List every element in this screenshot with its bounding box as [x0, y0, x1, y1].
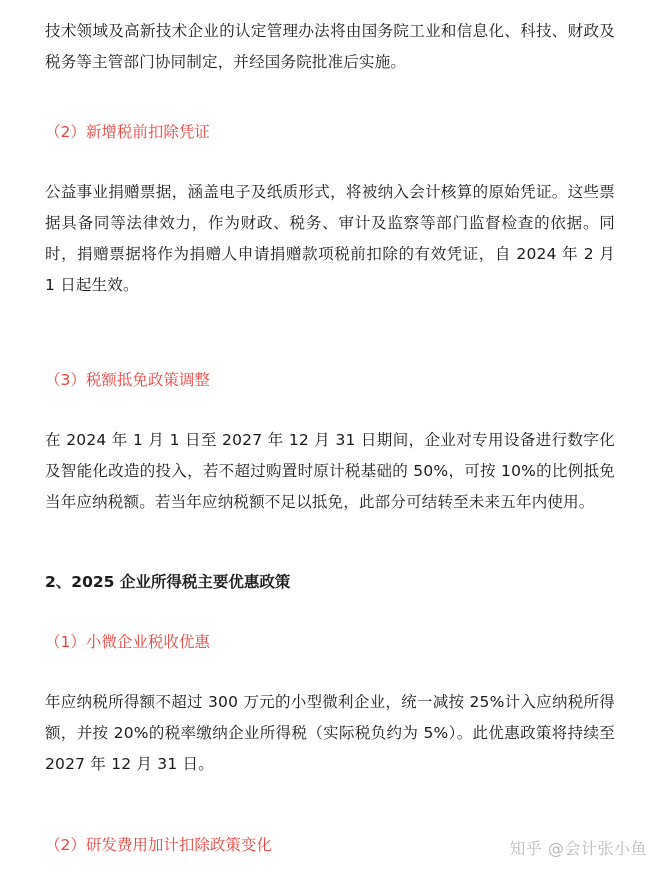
section-heading-2025-preferential-policies: 2、2025 企业所得税主要优惠政策 [45, 573, 291, 591]
subheading-tax-credit-adjustment: （3）税额抵免政策调整 [45, 371, 210, 389]
subheading-new-deduction-vouchers: （2）新增税前扣除凭证 [45, 123, 210, 141]
paragraph-small-enterprise-rates: 年应纳税所得额不超过 300 万元的小型微利企业，统一减按 25%计入应纳税所得额，并按 20%的税率缴纳企业所得税（实际税负约为 5%）。此优惠政策将持续至 2027 年 12 月 31 日。 [45, 693, 615, 773]
zhihu-watermark: 知乎 @会计张小鱼 [509, 839, 647, 858]
subheading-small-enterprise-relief: （1）小微企业税收优惠 [45, 633, 210, 651]
paragraph-donation-receipts: 公益事业捐赠票据，涵盖电子及纸质形式，将被纳入会计核算的原始凭证。这些票据具备同等法律效力，作为财政、税务、审计及监察等部门监督检查的依据。同时，捐赠票据将作为捐赠人申请捐赠款项税前扣除的有效凭证，自 2024 年 2 月 1 日起生效。 [45, 183, 615, 294]
paragraph-tech-fields: 技术领域及高新技术企业的认定管理办法将由国务院工业和信息化、科技、财政及税务等主管部门协同制定，并经国务院批准后实施。 [45, 22, 615, 71]
subheading-rd-deduction-changes: （2）研发费用加计扣除政策变化 [45, 836, 272, 854]
paragraph-equipment-credit: 在 2024 年 1 月 1 日至 2027 年 12 月 31 日期间，企业对专用设备进行数字化及智能化改造的投入，若不超过购置时原计税基础的 50%，可按 10%的比例抵免当年应纳税额。若当年应纳税额不足以抵免，此部分可结转至未来五年内使用。 [45, 431, 615, 511]
